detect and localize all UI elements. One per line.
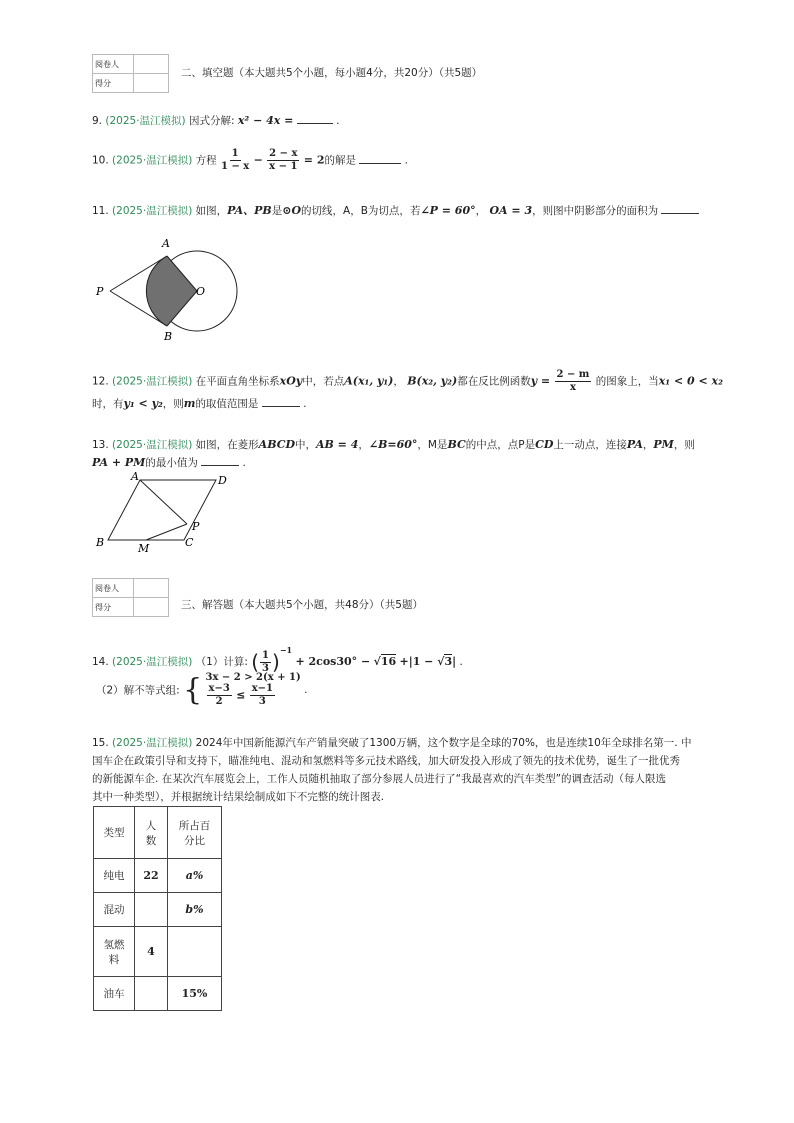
fraction: $\frac{x-3}{2}$ (208, 683, 230, 707)
shaded-region (146, 256, 197, 326)
answer-blank[interactable] (297, 115, 333, 124)
table-header: 所占百 分比 (168, 807, 222, 859)
question-11: 11. (2025·温江模拟) 如图，PA、PB是⊙O的切线，A，B为切点，若∠P = 60°， OA = 3，则图中阴影部分的面积为 (92, 202, 699, 218)
answer-blank[interactable] (201, 457, 239, 466)
score-box-section3 (92, 578, 169, 617)
label-p: P (192, 520, 200, 533)
segment-pm (146, 524, 187, 540)
question-9: 9. (2025·温江模拟) 因式分解: x² − 4x = . (92, 114, 340, 127)
question-12-line2: 时，有y₁ < y₂，则m的取值范围是 . (92, 397, 307, 410)
label-d: D (218, 474, 227, 487)
figure-13-rhombus (92, 470, 242, 555)
label-b: B (164, 330, 173, 343)
question-12: 12. (2025·温江模拟) 在平面直角坐标系xOy中，若点A(x₁, y₁)， B(x₂, y₂)都在反比例函数y = $\frac{2 - m}{x}$ 的图象上，当x₁ < 0 < x₂ (92, 369, 723, 393)
table-row: 氢燃 料 4 (94, 927, 222, 977)
question-source: (2025·温江模拟) (105, 115, 186, 127)
fraction: $\frac{1}{3}$ (262, 649, 269, 674)
segment-pa (140, 480, 187, 524)
fraction: $\frac{2 - m}{x}$ (556, 369, 590, 393)
question-13-line2: PA + PM的最小值为 . (92, 456, 246, 469)
question-15: 15. (2025·温江模拟) 2024年中国新能源汽车产销量突破了1300万辆，这个数字是全球的70%，也是连续10年全球排名第一. 中 (92, 737, 692, 749)
score-box-label-score: 得分 (93, 74, 134, 93)
score-box-label-score: 得分 (93, 598, 134, 617)
answer-blank[interactable] (262, 398, 300, 407)
score-box-label-grader: 阅卷人 (93, 579, 134, 598)
inequality-1: 3x − 2 > 2(x + 1) (205, 672, 301, 683)
question-15-line3: 的新能源车企. 在某次汽车展览会上，工作人员随机抽取了部分参展人员进行了“我最喜欢的汽车类型”的调查活动（每人限选 (92, 773, 667, 785)
fraction: $\frac{1}{1 - x}$ (221, 148, 250, 172)
section3-title: 三、解答题（本大题共5个小题，共48分）（共5题） (181, 599, 423, 611)
table-row: 混动 b% (94, 893, 222, 927)
survey-table (93, 806, 222, 1011)
label-p: P (96, 285, 104, 298)
label-m: M (138, 542, 150, 555)
answer-blank[interactable] (661, 205, 699, 214)
label-o: O (196, 285, 206, 298)
table-header: 人 数 (135, 807, 168, 859)
section2-title: 二、填空题（本大题共5个小题，每小题4分，共20分）（共5题） (181, 67, 483, 79)
label-c: C (185, 536, 194, 549)
score-box-section2 (92, 54, 169, 93)
label-b: B (96, 536, 105, 549)
question-15-line2: 国车企在政策引导和支持下，瞄准纯电、混动和氢燃料等多元技术路线，加大研发投入形成了领先的技术优势，诞生了一批优秀 (92, 755, 680, 767)
fraction: $\frac{x-1}{3}$ (251, 683, 274, 707)
table-header: 类型 (94, 807, 135, 859)
table-row: 油车 15% (94, 977, 222, 1011)
fraction: $\frac{2 - x}{x - 1}$ (269, 148, 298, 172)
score-box-label-grader: 阅卷人 (93, 55, 134, 74)
label-a: A (162, 237, 170, 250)
table-row: 纯电 22 a% (94, 859, 222, 893)
question-13: 13. (2025·温江模拟) 如图，在菱形ABCD中，AB = 4，∠B=60°，M是BC的中点，点P是CD上一动点，连接PA，PM，则 (92, 438, 695, 451)
question-10: 10. (2025·温江模拟) 方程 $\frac{1}{1 - x}$ − $\frac{2 - x}{x - 1}$ = 2的解是 . (92, 148, 409, 172)
question-15-line4: 其中一种类型），并根据统计结果绘制成如下不完整的统计图表. (92, 791, 385, 803)
answer-blank[interactable] (359, 155, 401, 164)
rhombus-abcd (108, 480, 216, 540)
figure-11-circle-tangents (90, 234, 250, 346)
question-14-part1: 14. (2025·温江模拟) （1）计算: ( $\frac{1}{3}$ )$^{-1}$ + 2cos30° − √16 +|1 − √3| . (92, 645, 463, 674)
label-a: A (131, 470, 139, 483)
question-14-part2: （2）解不等式组: { 3x − 2 > 2(x + 1) $\frac{x-3}{2}$ ≤ $\frac{x-1}{3}$ . (96, 672, 308, 708)
